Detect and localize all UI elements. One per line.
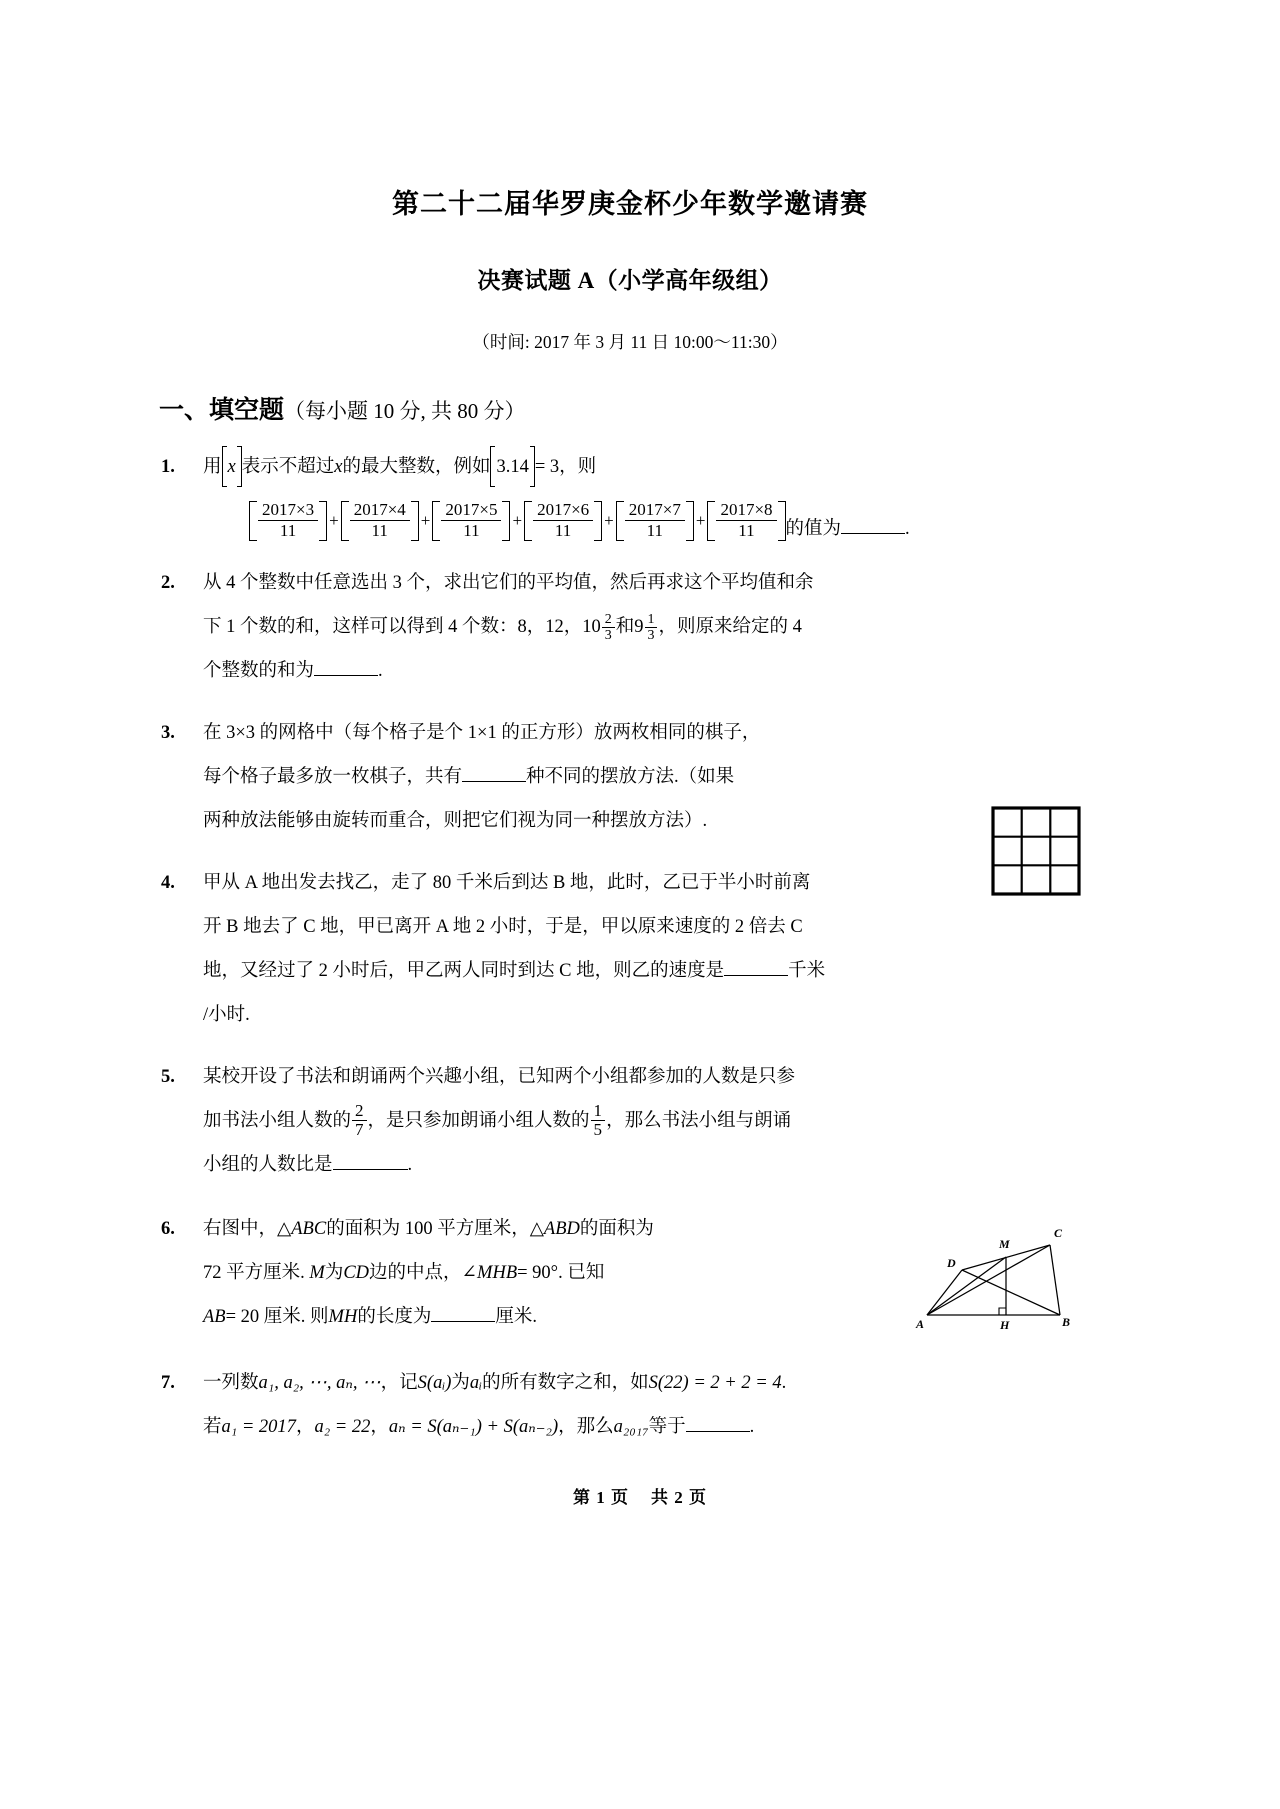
geometry-figure-abcd	[910, 1215, 1080, 1335]
q6-text-d: 72 平方厘米.	[203, 1262, 305, 1283]
q5-text-d: 小组的人数比是	[203, 1154, 333, 1175]
label-c: C	[1054, 1225, 1063, 1240]
fraction-denominator: 11	[279, 521, 297, 541]
q7-text-a: 一列数	[203, 1372, 259, 1393]
plus-operator: +	[695, 511, 706, 531]
question-3	[155, 711, 1105, 843]
floor-term-5	[616, 501, 694, 541]
label-b: B	[1062, 1314, 1071, 1329]
floor-term-2	[341, 501, 419, 541]
floor-term-4	[524, 501, 602, 541]
q5-text-c: ，那么书法小组与朗诵	[606, 1110, 792, 1131]
point-m: M	[309, 1262, 325, 1283]
q7-text-d: 的所有数字之和，如	[482, 1372, 649, 1393]
q7-text-g: 等于	[648, 1416, 686, 1437]
q1-tail	[786, 517, 910, 541]
answer-blank[interactable]	[686, 1415, 750, 1432]
question-3-line-3: 两种放法能够由旋转而重合，则把它们视为同一种摆放方法）.	[203, 810, 708, 831]
segment-cd: CD	[343, 1262, 370, 1283]
answer-blank[interactable]	[431, 1305, 495, 1322]
question-4-line-2: 开 B 地去了 C 地，甲已离开 A 地 2 小时，于是，甲以原来速度的 2 倍去 C	[203, 916, 803, 937]
q1-text-d: ，则	[559, 457, 597, 477]
segment-mh: MH	[328, 1306, 358, 1327]
fraction-denominator: 11	[554, 521, 572, 541]
fraction-numerator: 2017×4	[350, 501, 410, 521]
question-number: 7.	[161, 1372, 175, 1393]
q1-text-c: 的最大整数，例如	[342, 457, 491, 477]
q7-comma-2: ，	[370, 1416, 389, 1437]
mixed-number-1	[582, 605, 615, 649]
segment-ab: AB	[203, 1306, 226, 1327]
q7-text-e: 若	[203, 1416, 222, 1437]
q1-period: .	[905, 519, 910, 540]
fraction	[441, 501, 501, 541]
q1-tail-text: 的值为	[785, 519, 842, 540]
floor-term-6	[707, 501, 785, 541]
q3-text-b: 种不同的摆放方法.（如果	[526, 766, 735, 787]
question-number: 4.	[161, 872, 175, 893]
question-4-line-4: /小时.	[203, 1004, 250, 1025]
q2-text-b: 和	[615, 616, 635, 637]
floor-term-3	[432, 501, 510, 541]
q6-text-g: = 90°. 已知	[517, 1262, 605, 1283]
answer-blank[interactable]	[333, 1153, 408, 1170]
q6-text-h: = 20 厘米. 则	[225, 1306, 329, 1327]
q1-formula	[249, 501, 1105, 541]
q7-text-f: ，那么	[558, 1416, 614, 1437]
q1-text-a: 用	[203, 457, 222, 477]
question-1	[155, 445, 1105, 541]
plus-operator: +	[512, 511, 523, 531]
q1-text-b: 表示不超过	[241, 457, 335, 477]
mixed-whole: 10	[582, 616, 601, 637]
label-m: M	[999, 1236, 1010, 1251]
question-7-line-2	[203, 1405, 1105, 1449]
angle-mhb: ∠MHB	[461, 1262, 518, 1283]
fraction-numerator: 2	[352, 1102, 367, 1121]
triangle-abd: △ABD	[529, 1218, 580, 1239]
fraction-denominator: 11	[738, 521, 755, 541]
q1-eq: = 3	[534, 457, 560, 477]
fraction-denominator: 5	[593, 1120, 603, 1140]
floor-bracket-x	[222, 445, 242, 489]
answer-blank[interactable]	[462, 765, 526, 782]
page-title: 第二十二届华罗庚金杯少年数学邀请赛	[392, 189, 868, 219]
q5-text-b: ，是只参加朗诵小组人数的	[367, 1110, 590, 1131]
fraction-denominator: 11	[646, 521, 663, 541]
fraction-denominator: 7	[355, 1120, 364, 1140]
fraction-numerator: 2	[602, 612, 615, 628]
recurrence-relation: aₙ = S(aₙ₋₁) + S(aₙ₋₂)	[388, 1416, 559, 1437]
q6-text-b: 的面积为 100 平方厘米，	[326, 1218, 530, 1239]
s-function: S(aᵢ)	[417, 1372, 452, 1393]
fraction-numerator: 1	[591, 1102, 606, 1121]
q6-text-j: 厘米.	[495, 1306, 537, 1327]
question-number: 6.	[161, 1218, 175, 1239]
q2-period: .	[378, 660, 383, 681]
plus-operator: +	[329, 511, 339, 531]
sequence-notation: a₁, a₂, ⋯, aₙ, ⋯	[258, 1372, 381, 1393]
fraction	[533, 501, 593, 541]
q4-text-b: 千米	[788, 960, 826, 981]
answer-blank[interactable]	[314, 659, 378, 676]
page-content	[155, 0, 1105, 1449]
page-subtitle: 决赛试题 A（小学高年级组）	[477, 268, 783, 293]
q6-text-e: 为	[324, 1262, 344, 1283]
question-5-line-1: 某校开设了书法和朗诵两个兴趣小组，已知两个小组都参加的人数是只参	[203, 1066, 796, 1087]
q7-text-b: ，记	[380, 1372, 418, 1393]
fraction-numerator: 2017×5	[441, 501, 501, 521]
q6-text-f: 边的中点，	[369, 1262, 462, 1283]
a2017-term: a₂₀₁₇	[613, 1416, 649, 1437]
q5-text-a: 加书法小组人数的	[203, 1110, 352, 1131]
q2-text-d: 个整数的和为	[203, 660, 315, 681]
fraction-denominator: 11	[371, 521, 388, 541]
question-3-line-2	[203, 755, 1105, 799]
question-4-line-1: 甲从 A 地出发去找乙，走了 80 千米后到达 B 地，此时，乙已于半小时前离	[203, 872, 811, 893]
section-heading	[159, 390, 1105, 426]
answer-blank[interactable]	[841, 517, 905, 534]
q1-var-x: x	[227, 457, 236, 477]
q1-val-314: 3.14	[496, 457, 529, 477]
question-2-line-3	[203, 649, 1105, 693]
fraction-1-5	[591, 1102, 606, 1140]
fraction	[258, 501, 318, 541]
q4-text-a: 地，又经过了 2 小时后，甲乙两人同时到达 C 地，则乙的速度是	[203, 960, 725, 981]
question-number: 1.	[161, 457, 175, 477]
page-footer	[0, 1483, 1280, 1508]
question-number: 3.	[161, 722, 175, 743]
question-5-line-2	[203, 1099, 1105, 1143]
fraction-numerator: 2017×7	[625, 501, 685, 521]
q2-text-a: 下 1 个数的和，这样可以得到 4 个数：8，12，	[203, 616, 583, 637]
q6-text-a: 右图中，	[203, 1218, 278, 1239]
fraction-numerator: 2017×3	[258, 501, 318, 521]
answer-blank[interactable]	[724, 959, 788, 976]
q6-text-i: 的长度为	[357, 1306, 432, 1327]
question-3-line-1: 在 3×3 的网格中（每个格子是个 1×1 的正方形）放两枚相同的棋子，	[203, 722, 761, 743]
fraction-numerator: 1	[645, 612, 658, 628]
footer-total-pages: 共 2 页	[651, 1488, 707, 1507]
section-heading-title: 一、填空题	[159, 397, 285, 424]
fraction-2-7	[352, 1102, 367, 1140]
fraction	[645, 612, 658, 643]
label-a: A	[916, 1316, 925, 1331]
plus-operator: +	[420, 511, 431, 531]
q6-text-c: 的面积为	[579, 1218, 654, 1239]
question-7-line-1	[203, 1361, 1105, 1405]
fraction-denominator: 3	[647, 628, 655, 644]
footer-current-page: 第 1 页	[573, 1488, 629, 1507]
question-2	[155, 561, 1105, 693]
fraction-denominator: 3	[604, 628, 612, 644]
plus-operator: +	[604, 511, 614, 531]
section-heading-points: （每小题 10 分, 共 80 分）	[284, 399, 526, 423]
question-number: 2.	[161, 572, 175, 593]
label-d: D	[947, 1255, 956, 1270]
question-2-line-1: 从 4 个整数中任意选出 3 个，求出它们的平均值，然后再求这个平均值和余	[203, 572, 814, 593]
a1-value: a₁ = 2017	[221, 1416, 296, 1437]
question-7	[155, 1361, 1105, 1449]
question-1-line-1	[203, 445, 1105, 489]
fraction	[350, 501, 410, 541]
term-ai: aᵢ	[469, 1372, 483, 1393]
mixed-whole: 9	[634, 616, 644, 637]
question-4-line-3	[203, 949, 1105, 993]
q7-text-c: 为	[451, 1372, 470, 1393]
mixed-number-2	[634, 605, 658, 649]
s22-example: S(22) = 2 + 2 = 4	[648, 1372, 782, 1393]
question-number: 5.	[161, 1066, 175, 1087]
floor-term-1	[249, 501, 327, 541]
exam-datetime: （时间: 2017 年 3 月 11 日 10:00～11:30）	[472, 332, 788, 352]
q1-var-x2: x	[334, 457, 343, 477]
triangle-abc: △ABC	[277, 1218, 327, 1239]
question-6	[155, 1207, 1105, 1339]
q2-text-c: ，则原来给定的 4	[658, 616, 802, 637]
label-h: H	[1000, 1317, 1010, 1332]
question-4	[155, 861, 1105, 1037]
question-5	[155, 1055, 1105, 1187]
question-2-line-2	[203, 605, 1105, 649]
fraction-numerator: 2017×8	[716, 501, 776, 521]
a2-value: a₂ = 22	[314, 1416, 371, 1437]
q3-text-a: 每个格子最多放一枚棋子，共有	[203, 766, 463, 787]
q5-period: .	[407, 1154, 413, 1175]
fraction-denominator: 11	[463, 521, 480, 541]
q7-comma-1: ，	[295, 1416, 315, 1437]
fraction	[602, 612, 615, 643]
q7-period-2: .	[749, 1416, 755, 1437]
fraction	[716, 501, 776, 541]
question-5-line-3	[203, 1143, 1105, 1187]
q7-period-1: .	[781, 1372, 787, 1393]
floor-bracket-314	[490, 445, 534, 489]
fraction	[625, 501, 685, 541]
fraction-numerator: 2017×6	[533, 501, 593, 521]
